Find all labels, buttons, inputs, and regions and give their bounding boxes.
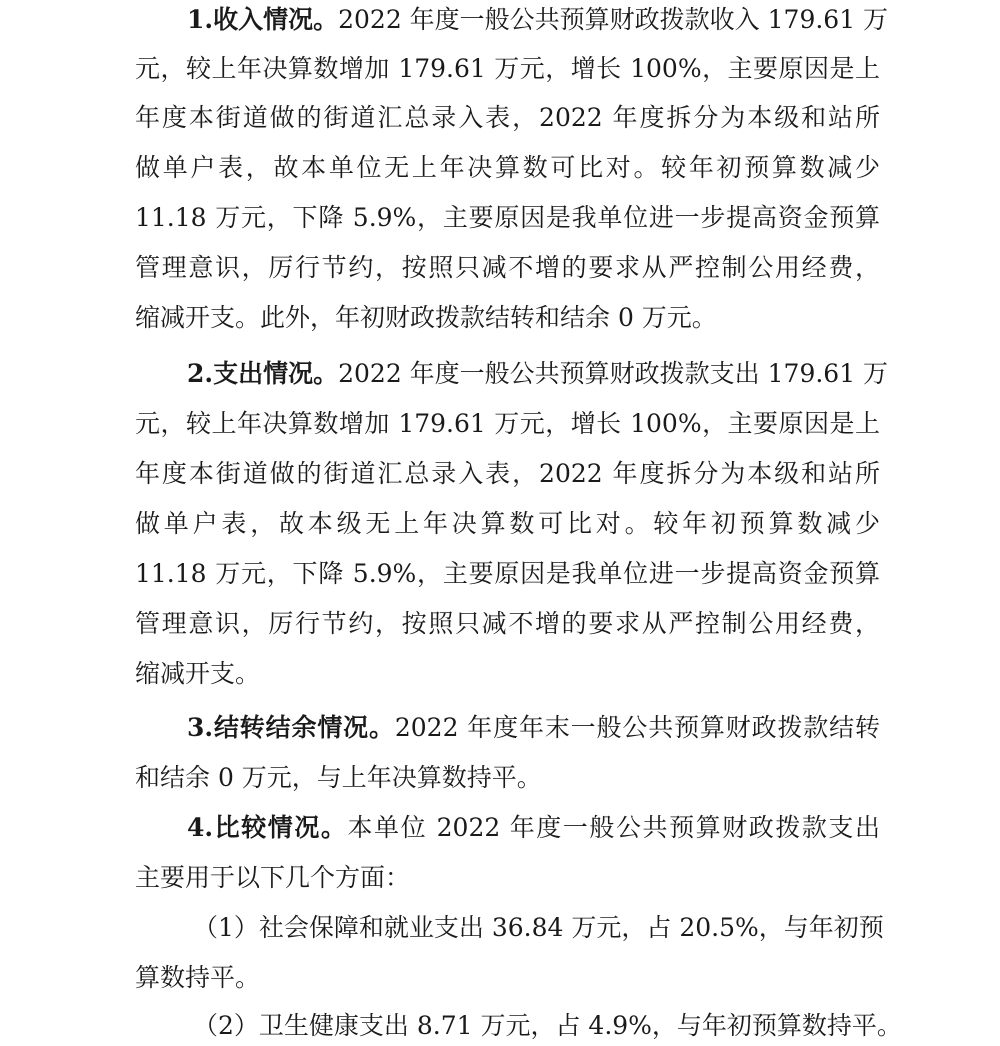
paragraph-1-line-4: 做单户表，故本单位无上年决算数可比对。较年初预算数减少 <box>135 153 880 182</box>
paragraph-1-line-1 <box>187 0 889 40</box>
paragraph-4-line-1 <box>187 808 880 848</box>
paragraph-2-line-7: 缩减开支。 <box>135 659 261 688</box>
paragraph-text: 2022 年度一般公共预算财政拨款收入 179.61 万 <box>338 5 889 34</box>
paragraph-text: 本单位 2022 年度一般公共预算财政拨款支出 <box>347 813 880 842</box>
paragraph-2-line-3: 年度本街道做的街道汇总录入表，2022 年度拆分为本级和站所 <box>135 459 880 488</box>
paragraph-2-line-5: 11.18 万元，下降 5.9%，主要原因是我单位进一步提高资金预算 <box>135 559 880 588</box>
paragraph-1-line-2: 元，较上年决算数增加 179.61 万元，增长 100%，主要原因是上 <box>135 54 880 83</box>
paragraph-1-line-3: 年度本街道做的街道汇总录入表，2022 年度拆分为本级和站所 <box>135 103 880 132</box>
paragraph-text: 2022 年度年末一般公共预算财政拨款结转 <box>394 713 880 742</box>
paragraph-3-line-1 <box>187 708 880 748</box>
paragraph-1-line-5: 11.18 万元，下降 5.9%，主要原因是我单位进一步提高资金预算 <box>135 203 880 232</box>
paragraph-2-line-1 <box>187 354 889 394</box>
paragraph-text: 2022 年度一般公共预算财政拨款支出 179.61 万 <box>338 359 889 388</box>
list-item-2-line-1: （2）卫生健康支出 8.71 万元，占 4.9%，与年初预算数持平。 <box>193 1011 902 1040</box>
heading-comparison: 4.比较情况。 <box>187 813 348 842</box>
paragraph-2-line-4: 做单户表，故本级无上年决算数可比对。较年初预算数减少 <box>135 509 880 538</box>
paragraph-2-line-6: 管理意识，厉行节约，按照只减不增的要求从严控制公用经费， <box>135 609 880 638</box>
paragraph-3-line-2: 和结余 0 万元，与上年决算数持平。 <box>135 763 542 792</box>
heading-carryover: 3.结转结余情况。 <box>187 713 395 742</box>
heading-income: 1.收入情况。 <box>187 5 339 34</box>
paragraph-1-line-7: 缩减开支。此外，年初财政拨款结转和结余 0 万元。 <box>135 303 717 332</box>
paragraph-2-line-2: 元，较上年决算数增加 179.61 万元，增长 100%，主要原因是上 <box>135 409 880 438</box>
list-item-1-line-1: （1）社会保障和就业支出 36.84 万元，占 20.5%，与年初预 <box>193 913 884 942</box>
paragraph-1-line-6: 管理意识，厉行节约，按照只减不增的要求从严控制公用经费， <box>135 253 880 282</box>
heading-expenditure: 2.支出情况。 <box>187 359 339 388</box>
list-item-1-line-2: 算数持平。 <box>135 963 261 992</box>
paragraph-4-line-2: 主要用于以下几个方面： <box>135 863 411 892</box>
